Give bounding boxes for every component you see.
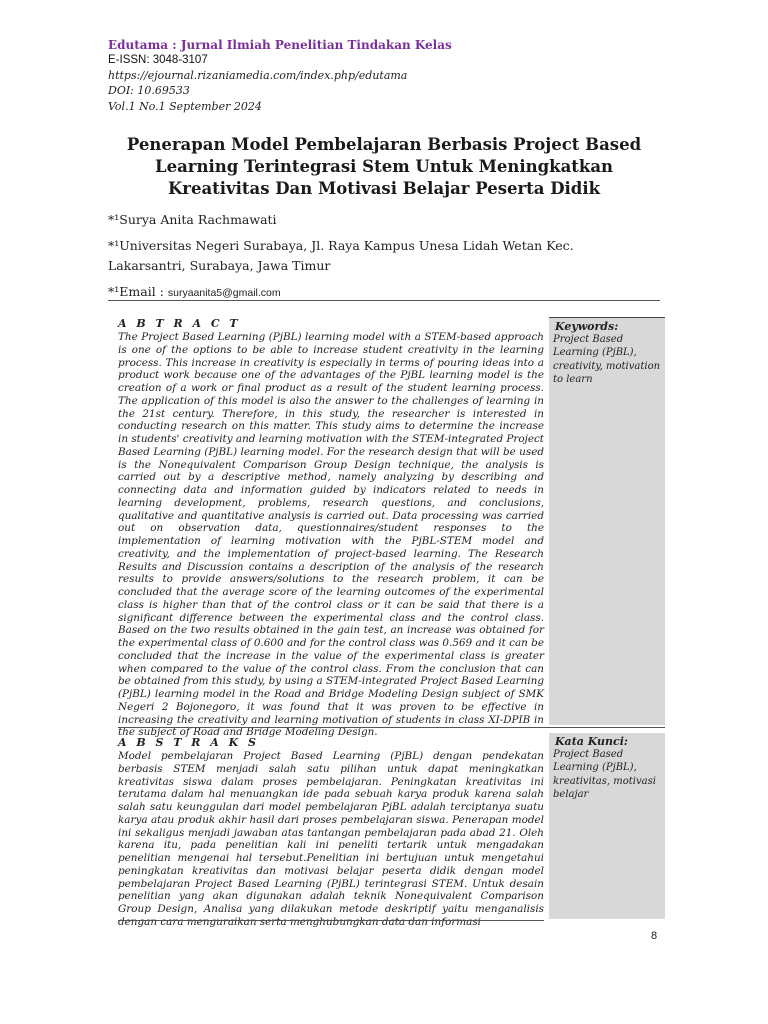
divider-top <box>108 300 660 301</box>
keywords-en-title: Keywords: <box>555 320 619 333</box>
article-title: Penerapan Model Pembelajaran Berbasis Project Based Learning Terintegrasi Stem Untuk Meningkatkan Kreativitas Dan Motivasi Belajar Peserta Didik <box>126 135 642 198</box>
author-affiliation: *¹Universitas Negeri Surabaya, Jl. Raya Kampus Unesa Lidah Wetan Kec. Lakarsantri, Surabaya, Jawa Timur <box>108 238 574 273</box>
journal-url: https://ejournal.rizaniamedia.com/index.php/edutama <box>108 69 408 82</box>
journal-name: Edutama : Jurnal Ilmiah Penelitian Tindakan Kelas <box>108 38 452 52</box>
page-number: 8 <box>651 930 658 942</box>
abstract-id-heading: A B S T R A K S <box>118 736 259 749</box>
abstract-id-text: Model pembelajaran Project Based Learning (PjBL) dengan pendekatan berbasis STEM menjadi salah satu pilihan untuk dapat meningkatkan kreativitas siswa dalam proses pembelajaran. Peningkatan kreativitas ini terutama dalam hal menuangkan ide pada sebuah karya produk karena salah salah satu keunggulan dari model pembelajaran PjBL adalah terciptanya suatu karya atau produk akhir hasil dari proses pembelajaran siswa. Penerapan model ini sekaligus menjadi jawaban atas tantangan pembelajaran pada abad 21. Oleh karena itu, pada penelitian kali ini peneliti tertarik untuk mengadakan penelitian mengenai hal tersebut.Penelitian ini bertujuan untuk mengetahui peningkatan kreativitas dan motivasi belajar peserta didik dengan model pembelajaran Project Based Learning (PjBL) terintegrasi STEM. Untuk desain penelitian yang akan digunakan adalah teknik Nonequivalent Comparison Group Design, Analisa yang dilakukan metode deskriptif yaitu menganalisis dengan cara menguraikan serta menghubungkan data dan informasi <box>118 750 544 928</box>
divider-middle <box>118 727 665 728</box>
volume-info: Vol.1 No.1 September 2024 <box>108 100 262 113</box>
doi: DOI: 10.69533 <box>108 84 190 97</box>
keywords-id-title: Kata Kunci: <box>555 735 628 748</box>
abstract-en-text: The Project Based Learning (PjBL) learning model with a STEM-based approach is one of the options to be able to increase student creativity in the learning process. This increase in creativity is especially in terms of pouring ideas into a product work because one of the advantages of the PjBL learning model is the creation of a work or final product as a result of the student learning process. The application of this model is also the answer to the challenges of learning in the 21st century. Therefore, in this study, the researcher is interested in conducting research on this matter. This study aims to determine the increase in students' creativity and learning motivation with the STEM-integrated Project Based Learning (PjBL) learning model. For the research design that will be used is the Nonequivalent Comparison Group Design technique, the analysis is carried out by a descriptive method, namely analyzing by describing and connecting data and information guided by indicators related to needs in learning development, problems, research questions, and conclusions, qualitative and quantitative analysis is carried out. Data processing was carried out on observation data, questionnaires/student responses to the implementation of learning motivation with the PjBL-STEM model and creativity, and the implementation of project-based learning. The Research Results and Discussion contains a description of the analysis of the research results to provide answers/solutions to the research problem, it can be concluded that the average score of the learning outcomes of the experimental class is higher than that of the control class or it can be said that there is a significant difference between the experimental class and the control class. Based on the two results obtained in the gain test, an increase was obtained for the experimental class of 0.600 and for the control class was 0.569 and it can be concluded that the increase in the value of the experimental class is greater when compared to the value of the control class. From the conclusion that can be obtained from this study, by using a STEM-integrated Project Based Learning (PjBL) learning model in the Road and Bridge Modeling Design subject of SMK Negeri 2 Bojonegoro, it was found that it was proven to be effective in increasing the creativity and learning motivation of students in class XI-DPIB in the subject of Road and Bridge Modeling Design. <box>118 331 544 739</box>
abstract-en <box>118 317 544 739</box>
author-name: *¹Surya Anita Rachmawati <box>108 212 277 227</box>
keywords-en-box <box>549 317 665 725</box>
keywords-id-text: Project Based Learning (PjBL), kreativitas, motivasi belajar <box>553 749 656 801</box>
abstract-en-heading: A B T R A C T <box>118 317 241 330</box>
issn: E-ISSN: 3048-3107 <box>108 54 208 66</box>
abstract-id <box>118 736 544 929</box>
keywords-en-text: Project Based Learning (PjBL), creativity, motivation to learn <box>553 334 661 386</box>
email-label: *¹Email : <box>108 284 164 299</box>
divider-bottom <box>118 920 544 921</box>
email-address: suryaanita5@gmail.com <box>167 287 281 299</box>
keywords-id-box <box>549 733 665 919</box>
email-line <box>108 284 281 299</box>
